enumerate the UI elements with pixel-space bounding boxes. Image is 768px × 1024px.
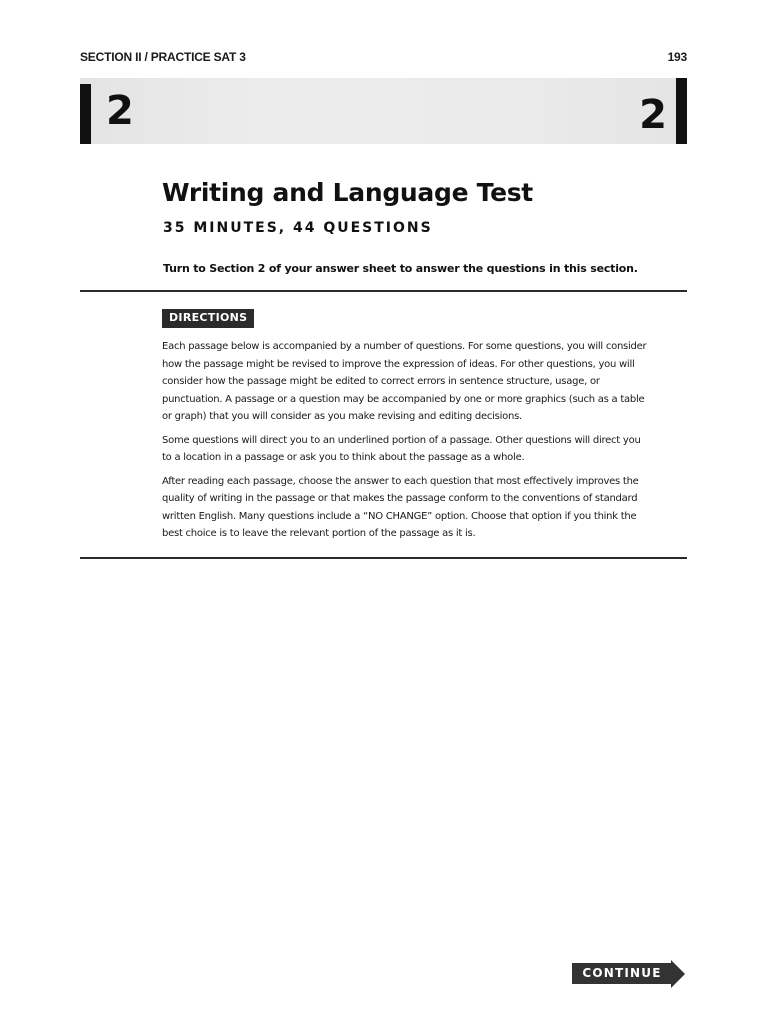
answer-sheet-instruction: Turn to Section 2 of your answer sheet to answer the questions in this section.	[163, 262, 638, 275]
directions-label: DIRECTIONS	[162, 309, 254, 328]
divider-top	[80, 290, 687, 292]
directions-paragraph: Each passage below is accompanied by a number of questions. For some questions, you will consider how the passage might be revised to improve the expression of ideas. For other questions, you will consider how the passage might be edited to correct errors in sentence structure, usage, or punctuation. A passage or a question may be accompanied by one or more graphics (such as a table or graph) that you will consider as you make revising and editing decisions.	[162, 341, 647, 422]
page-number: 193	[667, 50, 687, 64]
section-number-left: 2	[106, 88, 134, 134]
divider-bottom	[80, 557, 687, 559]
section-label: SECTION II / PRACTICE SAT 3	[80, 50, 246, 64]
directions-paragraph: Some questions will direct you to an underlined portion of a passage. Other questions will direct you to a location in a passage or ask you to think about the passage as a whole.	[162, 434, 641, 463]
continue-label: CONTINUE	[582, 966, 662, 980]
directions-body	[162, 338, 648, 549]
arrow-right-icon	[671, 960, 685, 988]
continue-badge	[572, 960, 686, 988]
band-bar-left	[80, 84, 91, 144]
band-bar-right	[676, 78, 687, 144]
test-subtitle: 35 MINUTES, 44 QUESTIONS	[163, 220, 433, 236]
test-title: Writing and Language Test	[162, 178, 533, 207]
section-number-right: 2	[639, 92, 667, 138]
section-band	[80, 78, 687, 144]
directions-paragraph: After reading each passage, choose the answer to each question that most effectively improves the quality of writing in the passage or that makes the passage conform to the conventions of standard written English. Many questions include a “NO CHANGE” option. Choose that option if you think the best choice is to leave the relevant portion of the passage as it is.	[162, 475, 639, 539]
running-header	[80, 50, 687, 64]
